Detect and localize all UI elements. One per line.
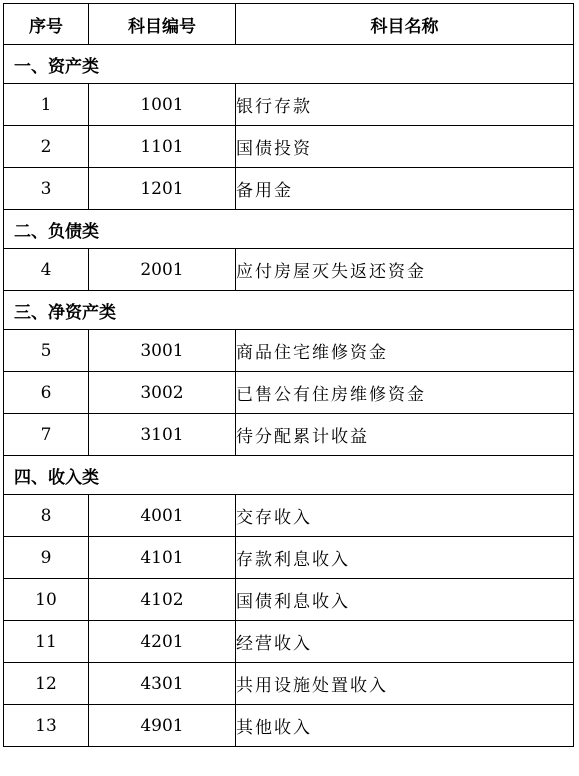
- header-seq: 序号: [4, 4, 89, 45]
- table-row: [4, 372, 574, 414]
- row-code: 3002: [89, 372, 236, 414]
- table-row: [4, 168, 574, 210]
- row-name: 已售公有住房维修资金: [236, 372, 574, 414]
- table-row: [4, 537, 574, 579]
- row-seq: 12: [4, 663, 89, 705]
- row-name: 存款利息收入: [236, 537, 574, 579]
- table-row: [4, 705, 574, 747]
- row-name: 共用设施处置收入: [236, 663, 574, 705]
- row-code: 4201: [89, 621, 236, 663]
- section-row: [4, 45, 574, 84]
- table-row: [4, 495, 574, 537]
- section-row: [4, 210, 574, 249]
- row-code: 3001: [89, 330, 236, 372]
- section-title: 四、收入类: [4, 456, 574, 495]
- table-row: [4, 126, 574, 168]
- row-seq: 8: [4, 495, 89, 537]
- row-name: 经营收入: [236, 621, 574, 663]
- table-row: [4, 579, 574, 621]
- table-row: [4, 249, 574, 291]
- row-seq: 5: [4, 330, 89, 372]
- row-code: 4301: [89, 663, 236, 705]
- row-seq: 2: [4, 126, 89, 168]
- section-title: 一、资产类: [4, 45, 574, 84]
- header-name: 科目名称: [236, 4, 574, 45]
- table-row: [4, 84, 574, 126]
- row-name: 银行存款: [236, 84, 574, 126]
- row-code: 4101: [89, 537, 236, 579]
- header-code: 科目编号: [89, 4, 236, 45]
- row-name: 交存收入: [236, 495, 574, 537]
- row-code: 4102: [89, 579, 236, 621]
- row-name: 备用金: [236, 168, 574, 210]
- row-name: 国债利息收入: [236, 579, 574, 621]
- row-seq: 9: [4, 537, 89, 579]
- section-row: [4, 456, 574, 495]
- row-code: 3101: [89, 414, 236, 456]
- row-seq: 4: [4, 249, 89, 291]
- section-title: 二、负债类: [4, 210, 574, 249]
- table-row: [4, 621, 574, 663]
- account-codes-table: [3, 3, 574, 747]
- row-seq: 11: [4, 621, 89, 663]
- row-code: 1201: [89, 168, 236, 210]
- table-body: [4, 45, 574, 747]
- header-row: [4, 4, 574, 45]
- row-name: 商品住宅维修资金: [236, 330, 574, 372]
- row-seq: 6: [4, 372, 89, 414]
- section-title: 三、净资产类: [4, 291, 574, 330]
- row-seq: 10: [4, 579, 89, 621]
- row-code: 4901: [89, 705, 236, 747]
- row-name: 待分配累计收益: [236, 414, 574, 456]
- row-seq: 13: [4, 705, 89, 747]
- row-seq: 3: [4, 168, 89, 210]
- section-row: [4, 291, 574, 330]
- row-code: 1001: [89, 84, 236, 126]
- row-code: 2001: [89, 249, 236, 291]
- row-name: 应付房屋灭失返还资金: [236, 249, 574, 291]
- row-name: 其他收入: [236, 705, 574, 747]
- row-seq: 1: [4, 84, 89, 126]
- table-row: [4, 663, 574, 705]
- row-code: 4001: [89, 495, 236, 537]
- row-code: 1101: [89, 126, 236, 168]
- table-row: [4, 414, 574, 456]
- row-seq: 7: [4, 414, 89, 456]
- table-row: [4, 330, 574, 372]
- row-name: 国债投资: [236, 126, 574, 168]
- table-header: [4, 4, 574, 45]
